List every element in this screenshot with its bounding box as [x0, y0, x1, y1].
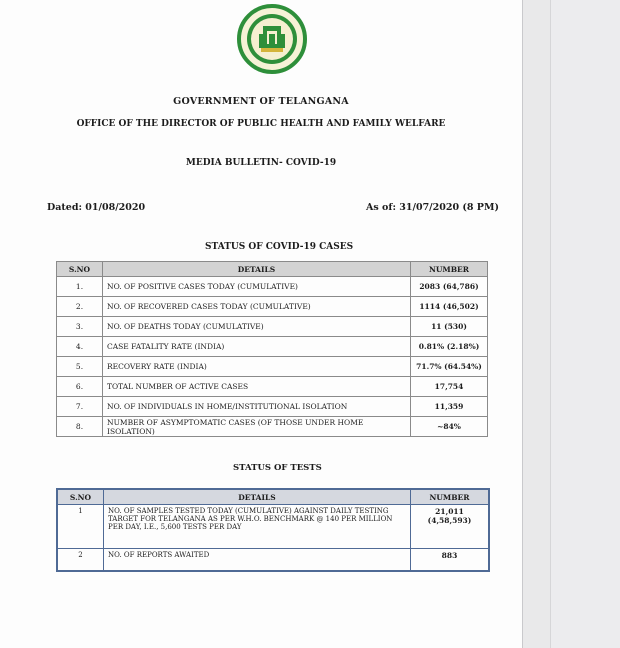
- cell-details: TOTAL NUMBER OF ACTIVE CASES: [103, 377, 411, 397]
- table-row: [57, 397, 488, 417]
- cell-number: 0.81% (2.18%): [411, 337, 488, 357]
- cell-sno: 1: [57, 505, 104, 549]
- cases-section-title: STATUS OF COVID-19 CASES: [205, 242, 354, 252]
- cell-number: 1114 (46,502): [411, 297, 488, 317]
- table-row: [57, 417, 488, 437]
- office-title: OFFICE OF THE DIRECTOR OF PUBLIC HEALTH AND FAMILY WELFARE: [76, 119, 446, 129]
- cell-number-cumulative: (4,58,593): [427, 516, 472, 525]
- bulletin-title: MEDIA BULLETIN- COVID-19: [185, 158, 337, 168]
- table-header-row: [57, 262, 488, 277]
- column-header-details: DETAILS: [103, 262, 411, 277]
- table-row: [57, 549, 489, 571]
- table-row: [57, 505, 489, 549]
- covid-cases-table: [56, 261, 488, 437]
- cell-number: 883: [411, 549, 490, 571]
- cell-number: 71.7% (64.54%): [411, 357, 488, 377]
- table-row: [57, 297, 488, 317]
- cell-details: NO. OF DEATHS TODAY (CUMULATIVE): [103, 317, 411, 337]
- column-header-number: NUMBER: [411, 262, 488, 277]
- government-title: GOVERNMENT OF TELANGANA: [173, 96, 349, 107]
- column-header-number: NUMBER: [411, 489, 490, 505]
- dated-label: Dated: 01/08/2020: [47, 202, 146, 213]
- cell-details: NO. OF RECOVERED CASES TODAY (CUMULATIVE): [103, 297, 411, 317]
- table-row: [57, 277, 488, 297]
- cell-sno: 5.: [57, 357, 103, 377]
- adjacent-page-edge: [550, 0, 620, 648]
- table-row: [57, 357, 488, 377]
- cell-details: NO. OF SAMPLES TESTED TODAY (CUMULATIVE) AGAINST DAILY TESTING TARGET FOR TELANGANA AS PER W.H.O. BENCHMARK @ 140 PER MILLION PER DAY, I.E., 5,600 TESTS PER DAY: [104, 505, 411, 549]
- covid-tests-table: [56, 488, 490, 572]
- cell-sno: 6.: [57, 377, 103, 397]
- cell-number: 11,359: [411, 397, 488, 417]
- column-header-sno: S.NO: [57, 489, 104, 505]
- cell-sno: 8.: [57, 417, 103, 437]
- cell-details: NO. OF INDIVIDUALS IN HOME/INSTITUTIONAL ISOLATION: [103, 397, 411, 417]
- cell-number: 2083 (64,786): [411, 277, 488, 297]
- table-row: [57, 337, 488, 357]
- cell-number: ~84%: [411, 417, 488, 437]
- table-row: [57, 317, 488, 337]
- cell-number: 11 (530): [411, 317, 488, 337]
- cell-sno: 7.: [57, 397, 103, 417]
- cell-sno: 3.: [57, 317, 103, 337]
- cell-details: CASE FATALITY RATE (INDIA): [103, 337, 411, 357]
- cell-number: 17,754: [411, 377, 488, 397]
- cell-details: RECOVERY RATE (INDIA): [103, 357, 411, 377]
- table-row: [57, 377, 488, 397]
- cell-number: [411, 505, 490, 549]
- cell-sno: 2: [57, 549, 104, 571]
- as-of-label: As of: 31/07/2020 (8 PM): [366, 202, 499, 213]
- cell-details: NO. OF POSITIVE CASES TODAY (CUMULATIVE): [103, 277, 411, 297]
- cell-sno: 2.: [57, 297, 103, 317]
- table-header-row: [57, 489, 489, 505]
- cell-sno: 1.: [57, 277, 103, 297]
- column-header-details: DETAILS: [104, 489, 411, 505]
- cell-details: NO. OF REPORTS AWAITED: [104, 549, 411, 571]
- telangana-emblem-logo: [232, 4, 312, 74]
- tests-section-title: STATUS OF TESTS: [233, 463, 322, 473]
- cell-sno: 4.: [57, 337, 103, 357]
- cell-number-today: 21,011: [435, 507, 464, 516]
- column-header-sno: S.NO: [57, 262, 103, 277]
- cell-details: NUMBER OF ASYMPTOMATIC CASES (OF THOSE UNDER HOME ISOLATION): [103, 417, 411, 437]
